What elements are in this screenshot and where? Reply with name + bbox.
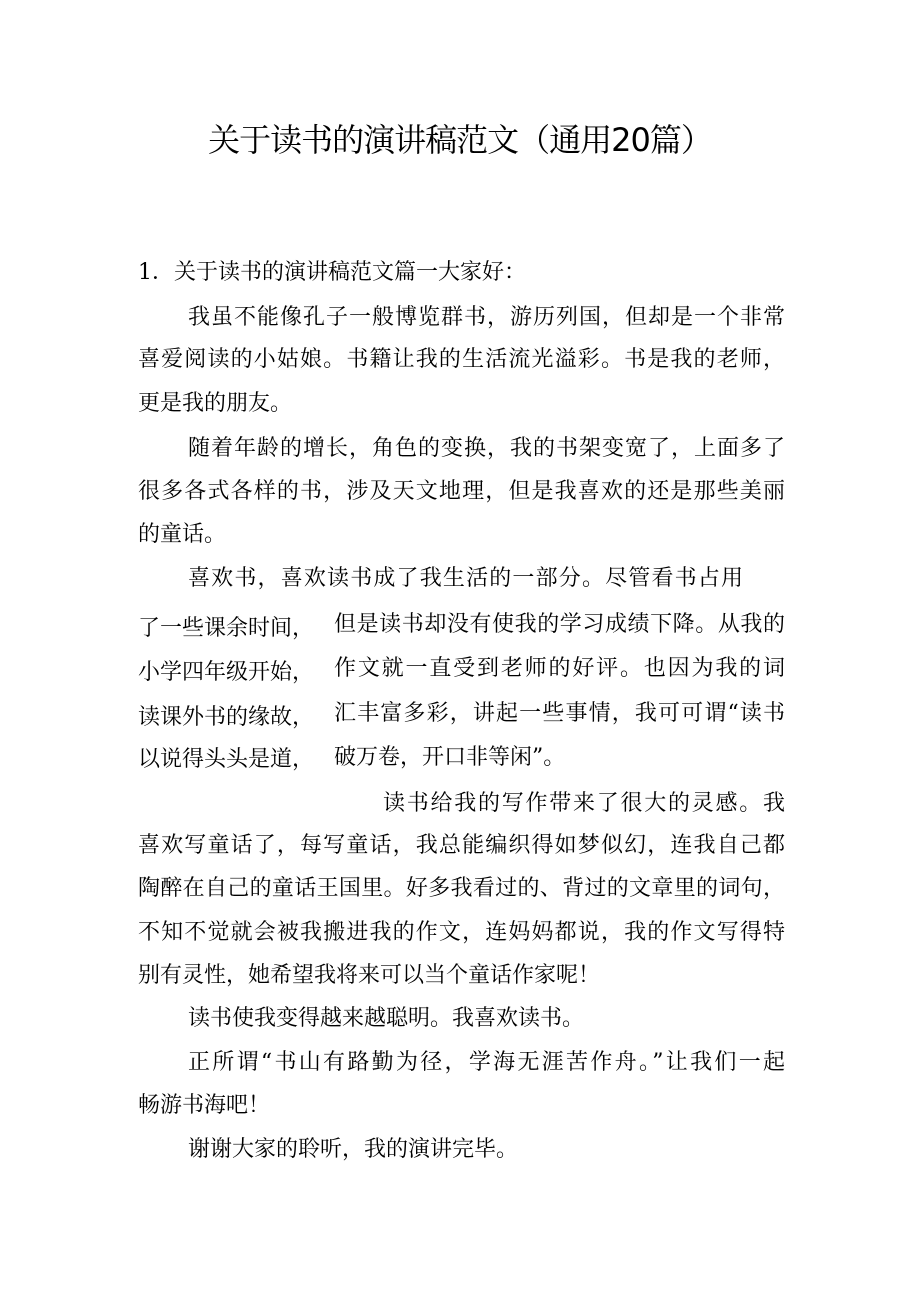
paragraph-3-right-line-3: 汇丰富多彩，讲起一些事情，我可可谓“读书	[334, 701, 785, 726]
paragraph-3-left-line-1: 了一些课余时间，	[138, 616, 315, 641]
paragraph-2-line-3: 的童话。	[138, 522, 227, 547]
paragraph-3-left-line-3: 读课外书的缘故，	[138, 705, 315, 730]
paragraph-3-line-1: 喜欢书，喜欢读书成了我生活的一部分。尽管看书占用	[188, 566, 743, 591]
paragraph-1-line-2: 喜爱阅读的小姑娘。书籍让我的生活流光溢彩。书是我的老师，	[138, 347, 785, 372]
paragraph-7: 谢谢大家的聆听，我的演讲完毕。	[188, 1137, 519, 1162]
paragraph-2-line-2: 很多各式各样的书，涉及天文地理，但是我喜欢的还是那些美丽	[138, 479, 785, 504]
paragraph-6-line-1: 正所谓“书山有路勤为径，学海无涯苦作舟。”让我们一起	[188, 1050, 785, 1075]
paragraph-3-left-line-4: 以说得头头是道，	[138, 747, 315, 772]
paragraph-3-right-line-4: 破万卷，开口非等闲”。	[334, 745, 566, 770]
document-title: 关于读书的演讲稿范文（通用20篇）	[208, 121, 712, 159]
paragraph-1-line-3: 更是我的朋友。	[138, 391, 293, 416]
paragraph-4-line-3: 陶醉在自己的童话王国里。好多我看过的、背过的文章里的词句，	[138, 876, 785, 901]
section-heading: 1．关于读书的演讲稿范文篇一大家好：	[138, 260, 526, 285]
paragraph-1-line-1: 我虽不能像孔子一般博览群书，游历列国，但却是一个非常	[188, 305, 785, 330]
paragraph-6-line-2: 畅游书海吧！	[138, 1093, 271, 1118]
paragraph-4-line-1: 读书给我的写作带来了很大的灵感。我	[383, 791, 785, 816]
paragraph-4-line-5: 别有灵性，她希望我将来可以当个童话作家呢！	[138, 963, 601, 988]
paragraph-2-line-1: 随着年龄的增长，角色的变换，我的书架变宽了，上面多了	[188, 436, 785, 461]
paragraph-3-right-line-1: 但是读书却没有使我的学习成绩下降。从我的	[334, 612, 785, 637]
paragraph-5: 读书使我变得越来越聪明。我喜欢读书。	[188, 1006, 585, 1031]
paragraph-4-line-4: 不知不觉就会被我搬进我的作文，连妈妈都说，我的作文写得特	[138, 920, 785, 945]
paragraph-3-left-line-2: 小学四年级开始，	[138, 660, 315, 685]
paragraph-3-right-line-2: 作文就一直受到老师的好评。也因为我的词	[334, 656, 785, 681]
paragraph-4-line-2: 喜欢写童话了，每写童话，我总能编织得如梦似幻，连我自己都	[138, 833, 785, 858]
